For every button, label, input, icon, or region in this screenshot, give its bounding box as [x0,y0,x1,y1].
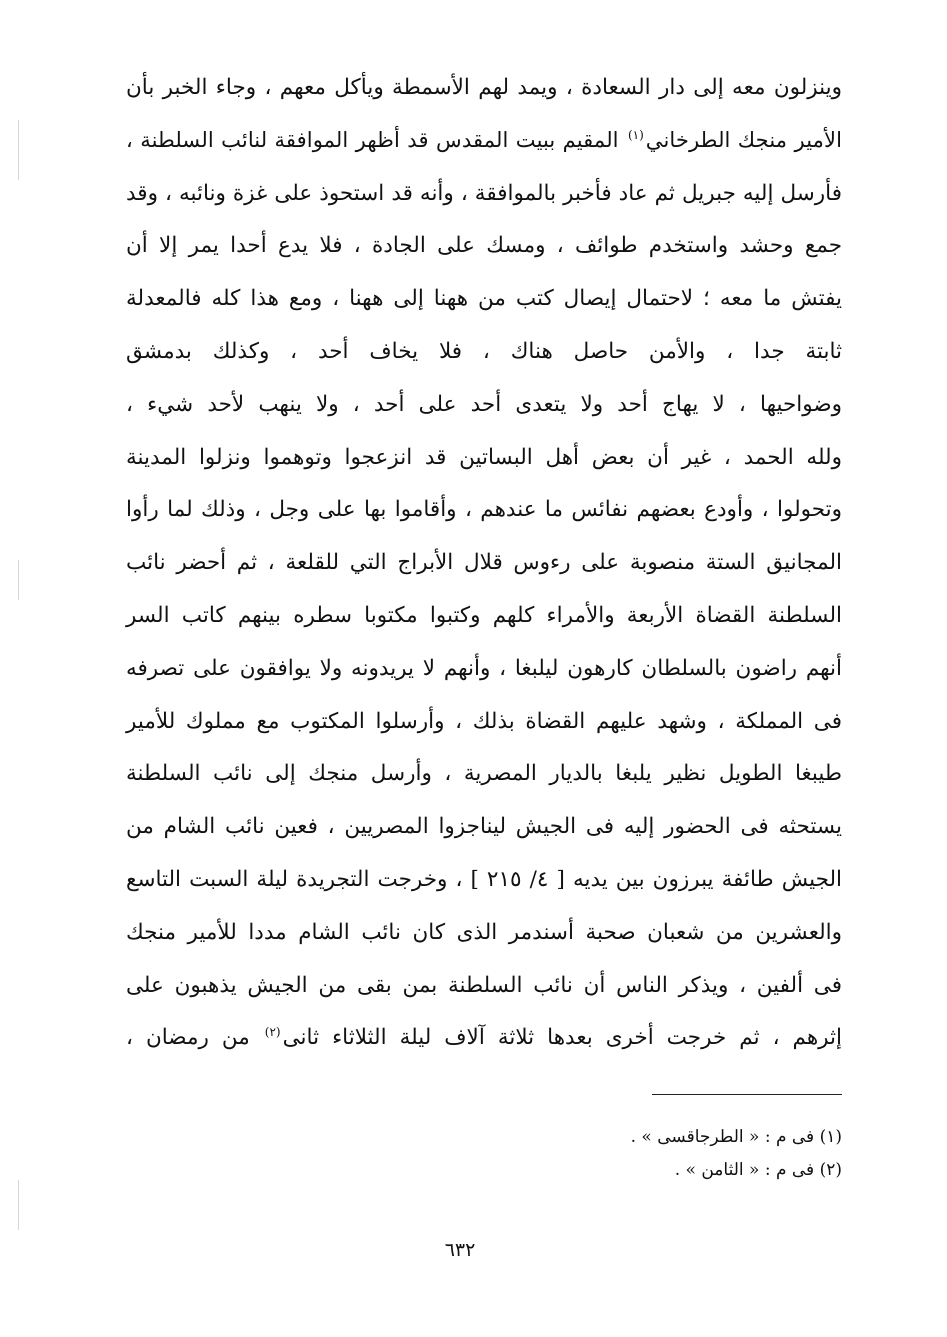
text-line: والعشرين من شعبان صحبة أسندمر الذى كان نائب الشام مددا للأمير منجك [126,919,842,945]
footnotes [540,1121,842,1187]
text-line: وتحولوا ، وأودع بعضهم نفائس ما عندهم ، وأقاموا بها على وجل ، وذلك لما رأوا [126,497,842,523]
text-segment: إثرهم ، ثم خرجت أخرى بعدها ثلاثة آلاف ليلة الثلاثاء ثانى [282,1025,842,1051]
footnote-separator [652,1094,842,1095]
text-line: ثابتة جدا ، والأمن حاصل هناك ، فلا يخاف أحد ، وكذلك بدمشق [126,338,842,364]
text-line: فى المملكة ، وشهد عليهم القضاة بذلك ، وأرسلوا المكتوب مع مملوك للأمير [126,708,842,734]
text-line [126,115,842,168]
text-line: فأرسل إليه جبريل ثم عاد فأخبر بالموافقة ، وأنه قد استحوذ على غزة ونائبه ، وقد [126,180,842,206]
footnote: (٢) فى م : « الثامن » . [674,1160,842,1180]
main-text [126,62,842,1065]
text-line: وينزلون معه إلى دار السعادة ، ويمد لهم الأسمطة ويأكل معهم ، وجاء الخبر بأن [126,75,842,100]
text-line: السلطنة القضاة الأربعة والأمراء كلهم وكتبوا مكتوبا سطره بينهم كاتب السر [126,602,842,628]
text-segment: المقيم ببيت المقدس قد أظهر الموافقة لنائب السلطنة ، [126,127,619,153]
text-line: وضواحيها ، لا يهاج أحد ولا يتعدى أحد على أحد ، ولا ينهب لأحد شيء ، [126,391,842,417]
text-line: جمع وحشد واستخدم طوائف ، ومسك على الجادة ، فلا يدع أحدا يمر إلا أن [126,233,842,259]
text-line: المجانيق الستة منصوبة على رءوس قلال الأبراج التي للقلعة ، ثم أحضر نائب [126,550,842,576]
text-line [126,1012,842,1065]
footnote-ref: (١) [627,127,644,142]
text-line: ولله الحمد ، غير أن بعض أهل البساتين قد انزعجوا وتوهموا ونزلوا المدينة [126,444,842,470]
footnote: (١) فى م : « الطرجاقسى » . [630,1127,842,1147]
text-line: يستحثه فى الحضور إليه فى الجيش ليناجزوا المصريين ، فعين نائب الشام من [126,814,842,840]
text-segment: ، وخرجت التجريدة ليلة السبت التاسع [126,866,463,892]
footnote-ref: (٢) [264,1025,281,1040]
text-line: أنهم راضون بالسلطان كارهون ليلبغا ، وأنهم لا يريدونه ولا يوافقون على تصرفه [126,655,842,681]
text-segment: الجيش طائفة يبرزون بين يديه [572,866,842,892]
text-line: فى ألفين ، ويذكر الناس أن نائب السلطنة بمن بقى من الجيش يذهبون على [126,972,842,998]
text-line [126,854,842,907]
scan-edge-mark [18,120,19,180]
scan-edge-mark [18,560,19,600]
text-line: طيبغا الطويل نظير يلبغا بالديار المصرية ، وأرسل منجك إلى نائب السلطنة [126,761,842,787]
text-line: يفتش ما معه ؛ لاحتمال إيصال كتب من ههنا إلى ههنا ، ومع هذا كله فالمعدلة [126,286,842,312]
scan-edge-mark [18,1180,19,1230]
text-segment: من رمضان ، [126,1025,250,1051]
volume-page-ref: [ ٤/ ٢١٥ ] [470,866,565,892]
page-number: ٦٣٢ [444,1239,476,1261]
text-segment: الأمير منجك الطرخاني [645,127,843,153]
